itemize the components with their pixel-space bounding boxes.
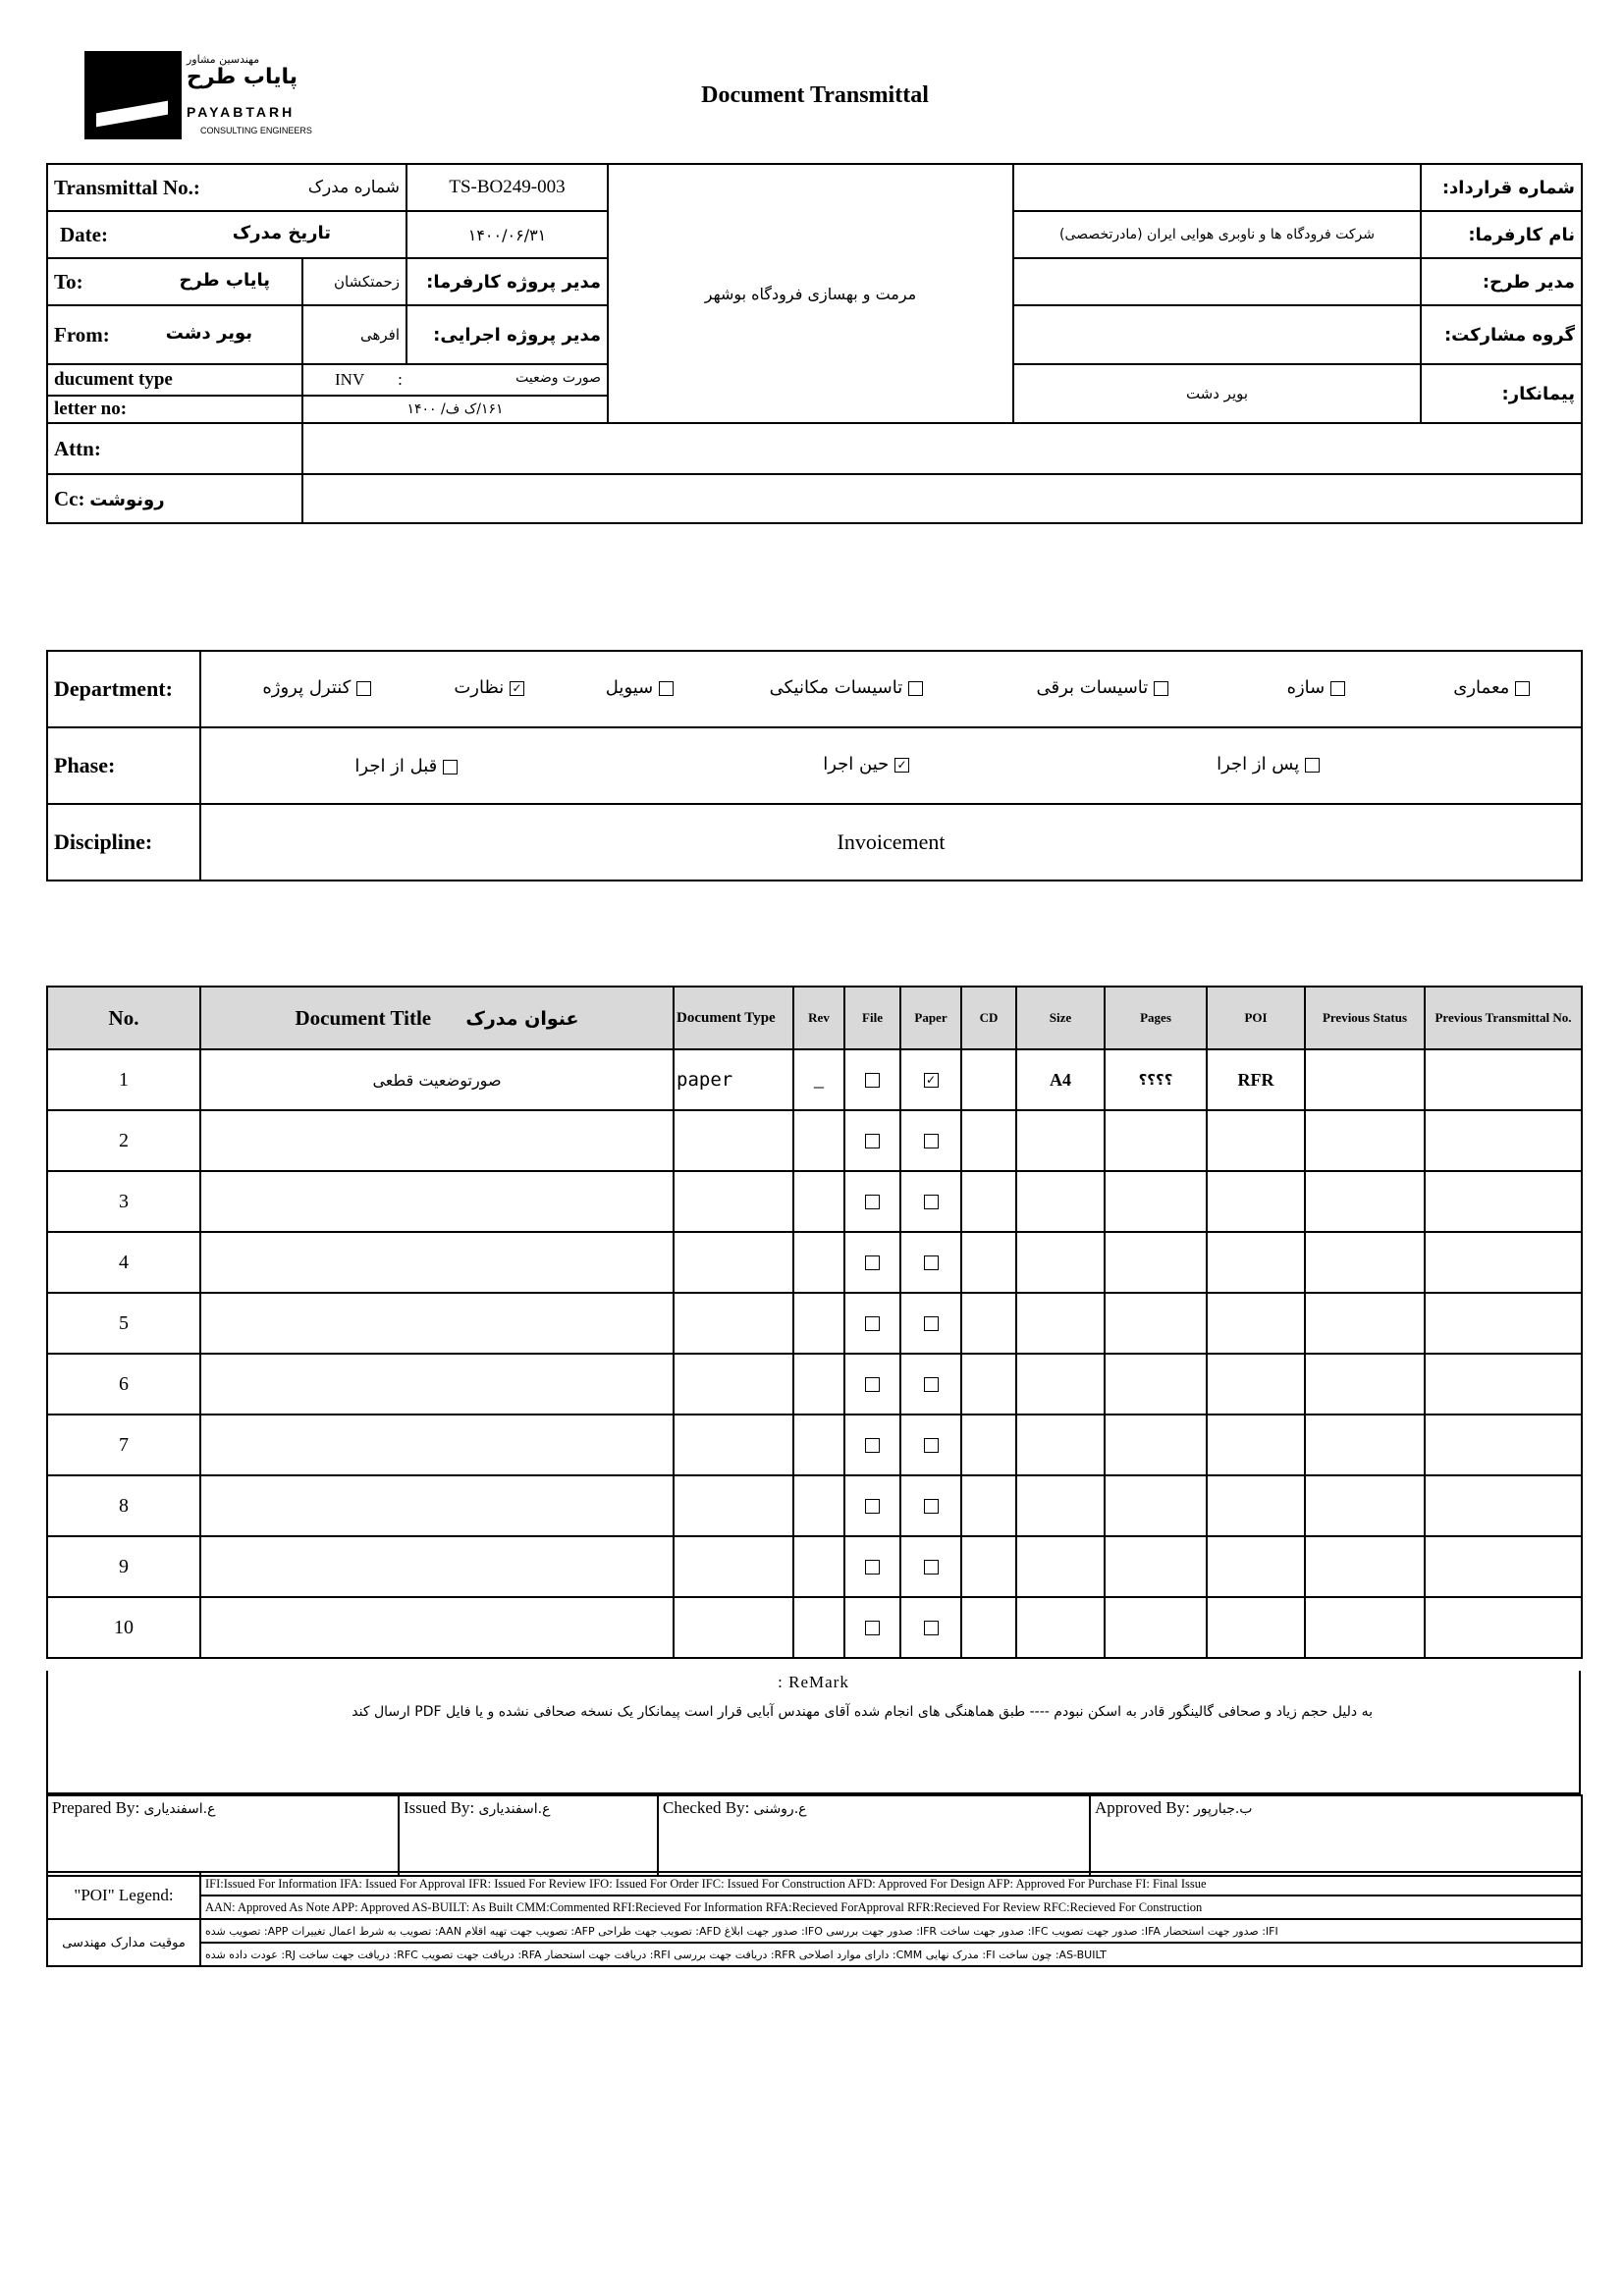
poi-legend-label: "POI" Legend: <box>47 1872 200 1919</box>
cell-prev-status <box>1305 1415 1425 1475</box>
cell-poi <box>1207 1293 1305 1354</box>
cell-prev-status <box>1305 1597 1425 1658</box>
cell-rev <box>793 1110 844 1171</box>
cell-file[interactable] <box>844 1536 900 1597</box>
table-row <box>47 1232 1582 1293</box>
cell-prev-status <box>1305 1171 1425 1232</box>
checkbox-icon[interactable] <box>865 1438 880 1453</box>
cell-poi <box>1207 1597 1305 1658</box>
date-label-fa: تاریخ مدرک <box>232 222 331 243</box>
cell-type <box>674 1110 793 1171</box>
cell-title: صورتوضعیت قطعی <box>200 1049 674 1110</box>
table-row <box>47 1293 1582 1354</box>
cell-cd <box>961 1171 1016 1232</box>
cell-rev <box>793 1475 844 1536</box>
cell-prev-transmittal <box>1425 1232 1582 1293</box>
checkbox-icon[interactable] <box>1305 758 1320 773</box>
cell-pages <box>1105 1293 1207 1354</box>
date-label: Date: <box>60 222 108 246</box>
project-name: مرمت و بهسازی فرودگاه بوشهر <box>608 164 1013 423</box>
cell-pages <box>1105 1232 1207 1293</box>
date-label-cell <box>47 211 406 258</box>
client-label: نام کارفرما: <box>1421 211 1582 258</box>
cc-cell <box>47 474 302 523</box>
cell-prev-status <box>1305 1049 1425 1110</box>
cell-no: 7 <box>47 1415 200 1475</box>
client-pm-label: مدیر پروژه کارفرما: <box>406 258 608 305</box>
cell-no: 9 <box>47 1536 200 1597</box>
cell-type <box>674 1597 793 1658</box>
cell-file[interactable] <box>844 1475 900 1536</box>
cell-type <box>674 1171 793 1232</box>
cell-pages <box>1105 1475 1207 1536</box>
col-title: Document Title عنوان مدرک <box>200 987 674 1049</box>
doc-type-sep: : <box>398 370 403 389</box>
phase-label: Phase: <box>47 727 200 804</box>
approved-by: Approved By: ب.جبارپور <box>1090 1795 1582 1876</box>
cell-size <box>1016 1110 1105 1171</box>
cell-prev-transmittal <box>1425 1475 1582 1536</box>
department-label: Department: <box>47 651 200 727</box>
contractor-label: پیمانکار: <box>1421 364 1582 423</box>
logo-subtitle: CONSULTING ENGINEERS <box>200 126 312 135</box>
cell-paper[interactable] <box>900 1475 961 1536</box>
cell-poi <box>1207 1415 1305 1475</box>
table-row <box>47 1049 1582 1110</box>
department-option-supervision[interactable]: ✓ نظارت <box>454 677 524 698</box>
exec-pm-label: مدیر پروژه اجرایی: <box>406 305 608 364</box>
table-row <box>47 1354 1582 1415</box>
cell-no: 3 <box>47 1171 200 1232</box>
col-poi: POI <box>1207 987 1305 1049</box>
cell-prev-transmittal <box>1425 1536 1582 1597</box>
checkbox-icon[interactable] <box>924 1316 939 1331</box>
client-name: شرکت فرودگاه ها و ناوبری هوایی ایران (مادرتخصصی) <box>1013 211 1421 258</box>
cell-file[interactable] <box>844 1597 900 1658</box>
cell-prev-transmittal <box>1425 1354 1582 1415</box>
checkbox-icon[interactable] <box>865 1073 880 1088</box>
cell-size <box>1016 1536 1105 1597</box>
checkbox-icon[interactable] <box>443 760 458 774</box>
cell-file[interactable] <box>844 1354 900 1415</box>
poi-legend-line-2: AAN: Approved As Note APP: Approved AS-BUILT: As Built CMM:Commented RFI:Recieved For Information RFA:Recieved ForApproval RFR:Recieved For Review RFC:Recieved For Construction <box>200 1896 1582 1919</box>
col-rev: Rev <box>793 987 844 1049</box>
cell-type <box>674 1415 793 1475</box>
logo-fa-small: مهندسین مشاور <box>187 53 260 66</box>
to-value: پایاب طرح <box>179 269 270 291</box>
cell-rev <box>793 1597 844 1658</box>
cell-size <box>1016 1475 1105 1536</box>
cell-title <box>200 1597 674 1658</box>
table-row <box>47 1415 1582 1475</box>
documents-table <box>46 986 1583 1659</box>
company-logo <box>84 51 330 145</box>
checkbox-icon[interactable] <box>510 681 524 696</box>
cell-cd <box>961 1475 1016 1536</box>
doc-type-label: ducument type <box>47 364 302 396</box>
cell-type: paper <box>674 1049 793 1110</box>
cell-prev-transmittal <box>1425 1415 1582 1475</box>
cell-no: 5 <box>47 1293 200 1354</box>
phase-option-during[interactable]: ✓ حین اجرا <box>823 754 909 774</box>
table-row <box>47 1171 1582 1232</box>
cell-pages <box>1105 1536 1207 1597</box>
department-option-mechanical[interactable]: تاسیسات مکانیکی <box>770 677 923 698</box>
letter-no: ۱۶۱/ک ف/ ۱۴۰۰ <box>302 396 608 423</box>
checkbox-icon[interactable] <box>865 1621 880 1635</box>
header-table <box>46 163 1583 524</box>
cell-no: 6 <box>47 1354 200 1415</box>
checkbox-icon[interactable] <box>924 1255 939 1270</box>
cell-cd <box>961 1354 1016 1415</box>
date-value: ۱۴۰۰/۰۶/۳۱ <box>406 211 608 258</box>
cell-paper[interactable] <box>900 1049 961 1110</box>
fa-legend-line-1: IFI: صدور جهت استحضار IFA: صدور جهت تصویب IFC: صدور جهت ساخت IFR: صدور جهت بررسی IFO: صدور جهت ابلاغ AFD: تصویب جهت طراحی AFP: تصویب جهت تهیه اقلام AAN: تصویب به شرط اعمال تغییرات APP: تصویب شده <box>200 1919 1582 1943</box>
cell-title <box>200 1536 674 1597</box>
cell-title <box>200 1110 674 1171</box>
checkbox-icon[interactable] <box>924 1195 939 1209</box>
table-row <box>47 1597 1582 1658</box>
contract-no <box>1013 164 1421 211</box>
phase-option-post[interactable]: پس از اجرا <box>1217 754 1320 774</box>
signatures-table <box>46 1794 1583 1877</box>
cell-file[interactable] <box>844 1171 900 1232</box>
cell-title <box>200 1171 674 1232</box>
cell-rev <box>793 1171 844 1232</box>
cell-pages <box>1105 1354 1207 1415</box>
remark-box <box>46 1671 1581 1794</box>
cell-no: 8 <box>47 1475 200 1536</box>
remark-label: : ReMark <box>778 1673 849 1691</box>
cell-file[interactable] <box>844 1293 900 1354</box>
cell-type <box>674 1475 793 1536</box>
cell-poi <box>1207 1232 1305 1293</box>
discipline-value: Invoicement <box>200 804 1582 881</box>
cell-no: 4 <box>47 1232 200 1293</box>
checkbox-icon[interactable] <box>356 681 371 696</box>
cell-prev-status <box>1305 1354 1425 1415</box>
department-option-electrical[interactable]: تاسیسات برقی <box>1037 677 1169 698</box>
cell-paper[interactable] <box>900 1110 961 1171</box>
cell-cd <box>961 1110 1016 1171</box>
cell-prev-transmittal <box>1425 1171 1582 1232</box>
checkbox-icon[interactable] <box>924 1438 939 1453</box>
cell-rev <box>793 1536 844 1597</box>
logo-mark-icon <box>84 51 182 139</box>
phase-options <box>200 727 1582 804</box>
cell-title <box>200 1354 674 1415</box>
fa-legend-line-2: AS-BUILT: چون ساخت FI: مدرک نهایی CMM: دارای موارد اصلاحی RFR: دریافت جهت بررسی RFI: دریافت جهت استحضار RFA: دریافت جهت تصویب RFC: دریافت جهت ساخت RJ: عودت داده شده <box>200 1943 1582 1966</box>
cell-poi <box>1207 1354 1305 1415</box>
cell-paper[interactable] <box>900 1354 961 1415</box>
cell-prev-transmittal <box>1425 1110 1582 1171</box>
cell-paper[interactable] <box>900 1415 961 1475</box>
partnership-label: گروه مشارکت: <box>1421 305 1582 364</box>
checkbox-icon[interactable] <box>924 1134 939 1148</box>
cell-paper[interactable] <box>900 1293 961 1354</box>
checkbox-icon[interactable] <box>865 1316 880 1331</box>
cell-rev <box>793 1293 844 1354</box>
cell-title <box>200 1232 674 1293</box>
legend-table <box>46 1871 1583 1967</box>
department-option-architecture[interactable]: معماری <box>1453 677 1530 698</box>
table-row <box>47 1536 1582 1597</box>
cell-poi <box>1207 1536 1305 1597</box>
cell-paper[interactable] <box>900 1232 961 1293</box>
to-cell <box>47 258 302 305</box>
attn-value <box>302 423 1582 474</box>
transmittal-no-label-cell <box>47 164 406 211</box>
department-options <box>200 651 1582 727</box>
checkbox-icon[interactable] <box>924 1560 939 1575</box>
partnership <box>1013 305 1421 364</box>
prepared-by: Prepared By: ع.اسفندیاری <box>47 1795 399 1876</box>
checked-by: Checked By: ع.روشنی <box>658 1795 1090 1876</box>
cell-size <box>1016 1415 1105 1475</box>
col-paper: Paper <box>900 987 961 1049</box>
checkbox-icon[interactable] <box>1330 681 1345 696</box>
cell-no: 1 <box>47 1049 200 1110</box>
letter-no-label: letter no: <box>47 396 302 423</box>
cell-prev-transmittal <box>1425 1293 1582 1354</box>
cell-prev-status <box>1305 1110 1425 1171</box>
from-label: From: <box>54 322 110 347</box>
cell-pages <box>1105 1110 1207 1171</box>
table-row <box>47 1110 1582 1171</box>
department-table <box>46 650 1583 881</box>
poi-legend-line-1: IFI:Issued For Information IFA: Issued For Approval IFR: Issued For Review IFO: Issued For Order IFC: Issued For Construction AFD: Approved For Design AFP: Approved For Purchase FI: Final Issue <box>200 1872 1582 1896</box>
checkbox-icon[interactable] <box>924 1377 939 1392</box>
cell-pages <box>1105 1597 1207 1658</box>
issued-by: Issued By: ع.اسفندیاری <box>399 1795 658 1876</box>
cell-type <box>674 1232 793 1293</box>
checkbox-icon[interactable] <box>894 758 909 773</box>
cell-prev-status <box>1305 1293 1425 1354</box>
cell-file[interactable] <box>844 1415 900 1475</box>
cell-size <box>1016 1232 1105 1293</box>
checkbox-icon[interactable] <box>1154 681 1168 696</box>
from-cell <box>47 305 302 364</box>
to-label: To: <box>54 269 83 294</box>
cell-cd <box>961 1232 1016 1293</box>
col-no: No. <box>47 987 200 1049</box>
cell-size <box>1016 1597 1105 1658</box>
cell-file[interactable] <box>844 1049 900 1110</box>
document-rows <box>47 1049 1582 1658</box>
checkbox-icon[interactable] <box>865 1560 880 1575</box>
fa-legend-label: موقیت مدارک مهندسی <box>47 1919 200 1966</box>
cell-rev <box>793 1354 844 1415</box>
cell-type <box>674 1354 793 1415</box>
cc-value <box>302 474 1582 523</box>
doc-type-cell <box>302 364 608 396</box>
checkbox-icon[interactable] <box>924 1499 939 1514</box>
cell-rev <box>793 1415 844 1475</box>
logo-fa-name: پایاب طرح <box>187 65 298 89</box>
cell-cd <box>961 1597 1016 1658</box>
checkbox-icon[interactable] <box>924 1621 939 1635</box>
cell-no: 10 <box>47 1597 200 1658</box>
cell-prev-status <box>1305 1232 1425 1293</box>
checkbox-icon[interactable] <box>865 1499 880 1514</box>
contract-no-label: شماره قرارداد: <box>1421 164 1582 211</box>
doc-type-code: INV <box>335 370 364 389</box>
col-size: Size <box>1016 987 1105 1049</box>
checkbox-icon[interactable] <box>865 1195 880 1209</box>
col-pages: Pages <box>1105 987 1207 1049</box>
cell-type <box>674 1536 793 1597</box>
design-manager <box>1013 258 1421 305</box>
cell-prev-status <box>1305 1475 1425 1536</box>
page-title: Document Transmittal <box>701 82 929 108</box>
cell-poi <box>1207 1110 1305 1171</box>
transmittal-no: TS-BO249-003 <box>406 164 608 211</box>
cell-rev <box>793 1232 844 1293</box>
cell-cd <box>961 1536 1016 1597</box>
cell-paper[interactable] <box>900 1597 961 1658</box>
cell-poi <box>1207 1475 1305 1536</box>
cell-title <box>200 1293 674 1354</box>
cell-poi: RFR <box>1207 1049 1305 1110</box>
cell-pages <box>1105 1171 1207 1232</box>
remark-text: به دلیل حجم زیاد و صحافی گالینگور قادر به اسکن نبودم ---- طبق هماهنگی های انجام شده آقای مهندس آبایی قرار است پیمانکار یک نسخه صحافی نشده و یا فایل PDF ارسال کند <box>352 1704 1373 1720</box>
cell-cd <box>961 1415 1016 1475</box>
cell-title <box>200 1415 674 1475</box>
transmittal-no-label: Transmittal No.: <box>54 175 200 199</box>
client-pm: زحمتکشان <box>302 258 406 305</box>
cell-prev-status <box>1305 1536 1425 1597</box>
cell-prev-transmittal <box>1425 1049 1582 1110</box>
attn-label: Attn: <box>47 423 302 474</box>
checkbox-icon[interactable] <box>1515 681 1530 696</box>
checkbox-icon[interactable] <box>908 681 923 696</box>
cell-size <box>1016 1171 1105 1232</box>
cell-pages <box>1105 1415 1207 1475</box>
table-header-row <box>47 987 1582 1049</box>
department-option-project-control[interactable]: کنترل پروژه <box>262 677 371 698</box>
cell-pages: ؟؟؟؟ <box>1105 1049 1207 1110</box>
cell-poi <box>1207 1171 1305 1232</box>
cc-label: Cc: <box>54 486 85 510</box>
checkbox-icon[interactable] <box>659 681 674 696</box>
department-option-civil[interactable]: سیویل <box>606 677 674 698</box>
transmittal-no-label-fa: شماره مدرک <box>307 177 400 197</box>
cell-no: 2 <box>47 1110 200 1171</box>
cell-paper[interactable] <box>900 1171 961 1232</box>
logo-en-name: PAYABTARH <box>187 104 296 120</box>
cell-cd <box>961 1049 1016 1110</box>
checkbox-icon[interactable] <box>865 1134 880 1148</box>
doc-type-fa: صورت وضعیت <box>515 370 601 386</box>
contractor-name: بویر دشت <box>1013 364 1421 423</box>
cell-title <box>200 1475 674 1536</box>
cell-file[interactable] <box>844 1232 900 1293</box>
department-option-structure[interactable]: سازه <box>1287 677 1345 698</box>
col-type: Document Type <box>674 987 793 1049</box>
cell-paper[interactable] <box>900 1536 961 1597</box>
exec-pm: افرهی <box>302 305 406 364</box>
design-manager-label: مدیر طرح: <box>1421 258 1582 305</box>
cell-rev: _ <box>793 1049 844 1110</box>
checkbox-icon[interactable] <box>865 1255 880 1270</box>
phase-option-pre[interactable]: قبل از اجرا <box>354 756 458 776</box>
col-prev-transmittal: Previous Transmittal No. <box>1425 987 1582 1049</box>
cell-file[interactable] <box>844 1110 900 1171</box>
checkbox-icon[interactable] <box>924 1073 939 1088</box>
cell-size <box>1016 1354 1105 1415</box>
cc-label-fa: رونوشت <box>89 489 165 510</box>
col-file: File <box>844 987 900 1049</box>
table-row <box>47 1475 1582 1536</box>
cell-size <box>1016 1293 1105 1354</box>
col-cd: CD <box>961 987 1016 1049</box>
col-prev-status: Previous Status <box>1305 987 1425 1049</box>
from-value: بویر دشت <box>165 322 252 344</box>
discipline-label: Discipline: <box>47 804 200 881</box>
cell-type <box>674 1293 793 1354</box>
cell-cd <box>961 1293 1016 1354</box>
cell-prev-transmittal <box>1425 1597 1582 1658</box>
checkbox-icon[interactable] <box>865 1377 880 1392</box>
cell-size: A4 <box>1016 1049 1105 1110</box>
